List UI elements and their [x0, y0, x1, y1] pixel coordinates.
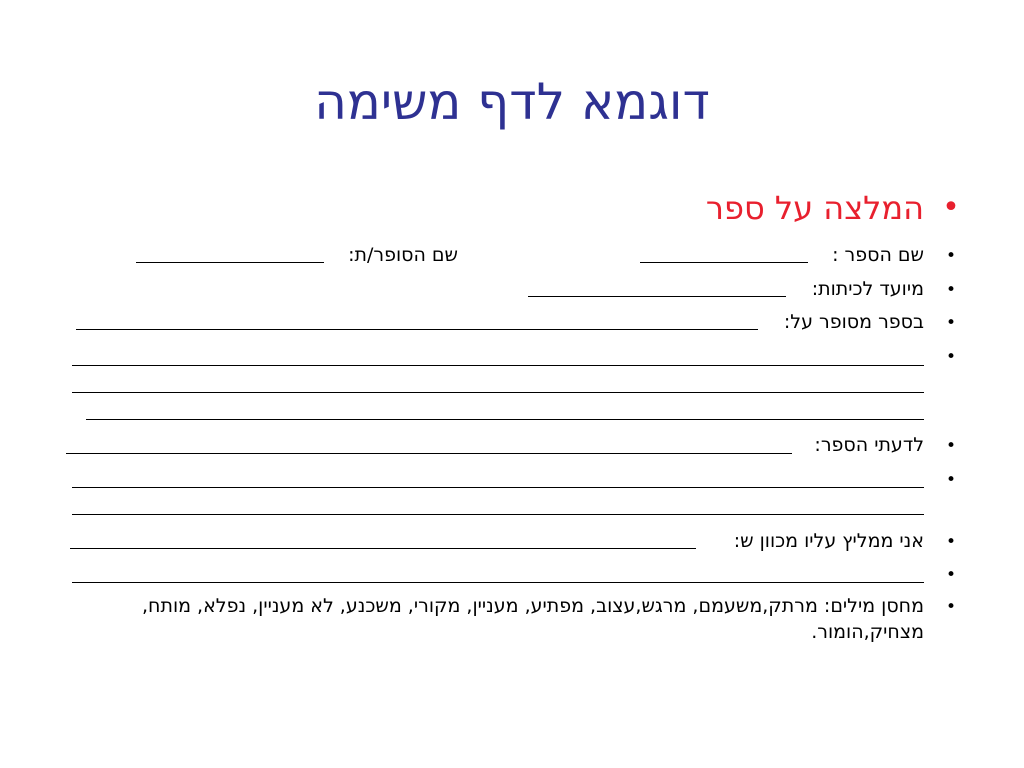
bullet-recommend: • [945, 532, 957, 552]
bullet-story-continued: • [945, 347, 957, 367]
word-bank-text: מחסן מילים: מרתק,משעמם, מרגש,עצוב, מפתיע, מעניין, מקורי, משכנע, לא מעניין, נפלא, מותח, מצחיק,הומור. [142, 595, 924, 643]
heading-bullet: • [942, 190, 960, 225]
author-field[interactable] [136, 262, 324, 263]
story-field-line-2[interactable] [72, 365, 924, 366]
author-label: שם הסופר/ת: [348, 244, 458, 266]
bullet-book-name: • [945, 246, 957, 266]
opinion-label: לדעתי הספר: [814, 434, 924, 456]
bullet-recommend-continued: • [945, 565, 957, 585]
story-field-line-3[interactable] [72, 392, 924, 393]
opinion-field-line-2[interactable] [72, 487, 924, 488]
story-field-line-1[interactable] [76, 329, 758, 330]
story-label: בספר מסופר על: [783, 311, 924, 333]
audience-label: מיועד לכיתות: [811, 278, 924, 300]
bullet-audience: • [945, 280, 957, 300]
bullet-word-bank: • [945, 597, 957, 617]
slide-title: דוגמא לדף משימה [314, 73, 710, 131]
audience-field[interactable] [528, 296, 786, 297]
opinion-field-line-1[interactable] [66, 453, 792, 454]
section-heading: המלצה על ספר [705, 189, 924, 227]
bullet-story: • [945, 313, 957, 333]
recommend-field-line-2[interactable] [72, 582, 924, 583]
bullet-opinion-continued: • [945, 470, 957, 490]
opinion-field-line-3[interactable] [72, 514, 924, 515]
recommend-field-line-1[interactable] [70, 548, 696, 549]
bullet-opinion: • [945, 436, 957, 456]
book-name-field[interactable] [640, 262, 808, 263]
recommend-label: אני ממליץ עליו מכוון ש: [733, 530, 924, 552]
book-name-label: שם הספר : [832, 244, 924, 266]
story-field-line-4[interactable] [86, 419, 924, 420]
